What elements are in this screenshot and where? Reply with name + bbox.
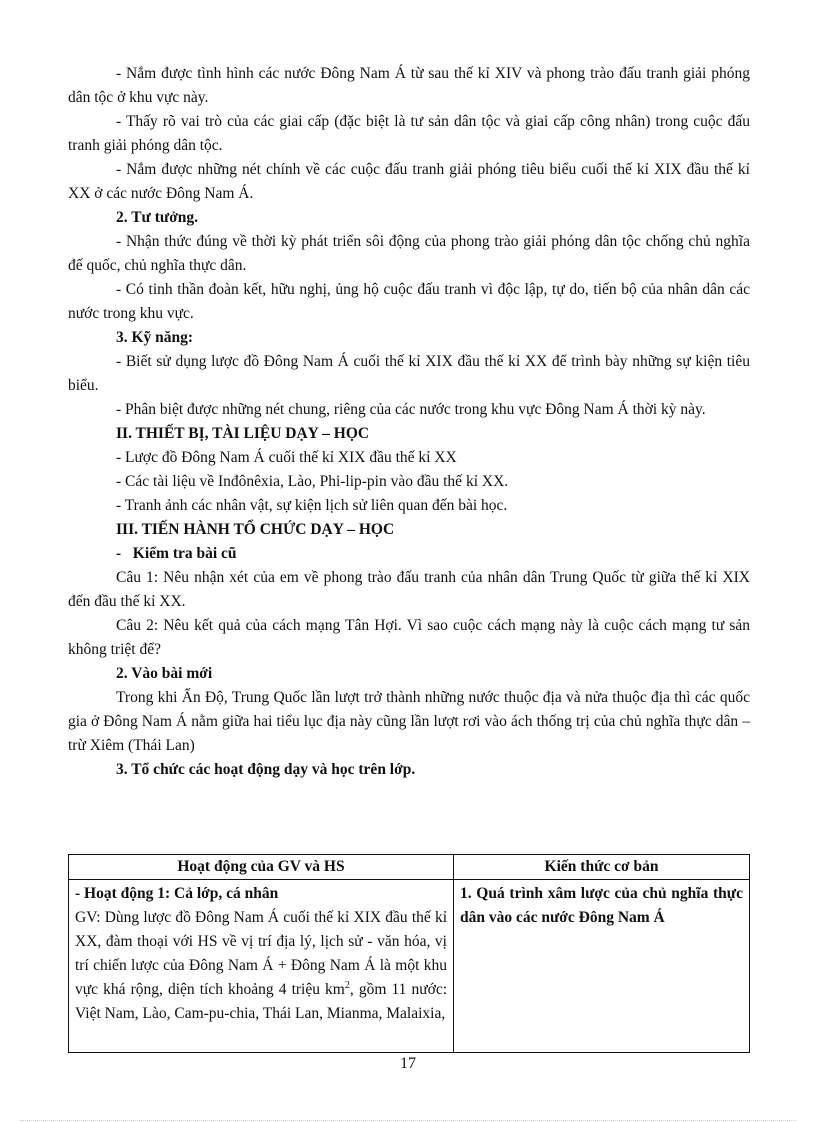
heading-new-lesson: 2. Vào bài mới <box>116 665 213 682</box>
paragraph: - Nắm được tình hình các nước Đông Nam Á từ sau thế kỉ XIV và phong trào đấu tranh giải phóng dân tộc ở khu vực này. <box>68 65 750 106</box>
heading-check-old-lesson: - Kiểm tra bài cũ <box>116 545 237 562</box>
heading-skills: 3. Kỹ năng: <box>116 329 194 346</box>
paragraph: - Biết sử dụng lược đồ Đông Nam Á cuối thế kỉ XIX đầu thế kỉ XX để trình bày những sự kiện tiêu biểu. <box>68 353 750 394</box>
activity-title: - Hoạt động 1: Cả lớp, cá nhân <box>75 885 279 902</box>
list-item: - Các tài liệu về Inđônêxia, Lào, Phi-lip-pin vào đầu thế kỉ XX. <box>116 473 509 490</box>
list-item: - Tranh ảnh các nhân vật, sự kiện lịch sử liên quan đến bài học. <box>116 497 508 514</box>
bottom-divider <box>20 1120 796 1121</box>
question-2: Câu 2: Nêu kết quả của cách mạng Tân Hợi. Vì sao cuộc cách mạng này là cuộc cách mạng tư sản không triệt để? <box>68 617 750 658</box>
activity-text-part: GV: Dùng lược đồ Đông Nam Á cuối thế kỉ XIX đầu thế kỉ XX, đàm thoại với HS về vị trí địa lý, lịch sử - văn hóa, vị trí chiến lược của Đông Nam Á + Đông Nam Á là một khu vực khá rộng, diện tích khoảng 4 triệu km <box>75 909 447 998</box>
paragraph: - Phân biệt được những nét chung, riêng của các nước trong khu vực Đông Nam Á thời kỳ này. <box>116 401 706 418</box>
paragraph: - Thấy rõ vai trò của các giai cấp (đặc biệt là tư sản dân tộc và giai cấp công nhân) trong cuộc đấu tranh giải phóng dân tộc. <box>68 113 750 154</box>
new-lesson-text: Trong khi Ấn Độ, Trung Quốc lần lượt trở thành những nước thuộc địa và nửa thuộc địa thì các quốc gia ở Đông Nam Á nằm giữa hai tiểu lục địa này cũng lần lượt rơi vào ách thống trị của chủ nghĩa thực dân – trừ Xiêm (Thái Lan) <box>68 689 750 754</box>
paragraph: - Có tinh thần đoàn kết, hữu nghị, ủng hộ cuộc đấu tranh vì độc lập, tự do, tiến bộ của nhân dân các nước trong khu vực. <box>68 281 750 322</box>
lesson-table <box>68 854 750 1053</box>
superscript: 2 <box>344 979 350 991</box>
section-heading-procedure: III. TIẾN HÀNH TỔ CHỨC DẠY – HỌC <box>116 521 395 538</box>
section-heading-equipment: II. THIẾT BỊ, TÀI LIỆU DẠY – HỌC <box>116 425 370 442</box>
paragraph: - Nhận thức đúng về thời kỳ phát triển sôi động của phong trào giải phóng dân tộc chống chủ nghĩa đế quốc, chủ nghĩa thực dân. <box>68 233 750 274</box>
heading-thought: 2. Tư tưởng. <box>116 209 199 226</box>
activity-cell <box>69 880 454 1053</box>
knowledge-cell <box>454 880 750 1053</box>
table-header-row <box>69 855 750 880</box>
page-number: 17 <box>400 1055 416 1072</box>
question-1: Câu 1: Nêu nhận xét của em về phong trào đấu tranh của nhân dân Trung Quốc từ giữa thế kỉ XIX đến đầu thế kỉ XX. <box>68 569 750 610</box>
table-header-knowledge: Kiến thức cơ bản <box>454 855 750 880</box>
paragraph: - Nắm được những nét chính về các cuộc đấu tranh giải phóng tiêu biểu cuối thế kỉ XIX đầu thế kỉ XX ở các nước Đông Nam Á. <box>68 161 750 202</box>
activity-text <box>75 906 447 1026</box>
table-header-activities: Hoạt động của GV và HS <box>69 855 454 880</box>
table-row <box>69 880 750 1053</box>
knowledge-text: 1. Quá trình xâm lược của chủ nghĩa thực dân vào các nước Đông Nam Á <box>460 885 743 926</box>
list-item: - Lược đồ Đông Nam Á cuối thế kỉ XIX đầu thế kỉ XX <box>116 449 457 466</box>
document-body <box>68 62 750 782</box>
activity-text-part: , gồm 11 nước: Việt Nam, Lào, Cam-pu-chia, Thái Lan, Mianma, Malaixia, <box>75 981 448 1022</box>
heading-activities: 3. Tổ chức các hoạt động dạy và học trên lớp. <box>116 761 416 778</box>
